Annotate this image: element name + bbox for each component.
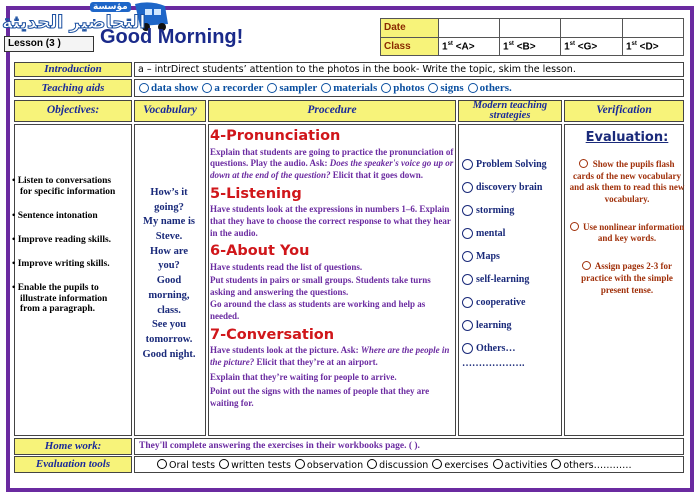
- introduction-label: Introduction: [14, 62, 132, 77]
- radio-circle-icon: [462, 320, 473, 331]
- eval-option[interactable]: written tests: [219, 459, 291, 471]
- class-cell: 1st <D>: [622, 37, 683, 56]
- evaluation-title: Evaluation:: [585, 130, 669, 145]
- list-item: • Improve writing skills.: [12, 258, 110, 269]
- strategy-option[interactable]: learning: [462, 319, 562, 332]
- procedure-content: [210, 128, 454, 414]
- date-cell[interactable]: [439, 19, 500, 38]
- verification-content: [568, 128, 686, 312]
- radio-circle-icon: [367, 459, 377, 469]
- date-cell[interactable]: [622, 19, 683, 38]
- radio-circle-icon: [157, 459, 167, 469]
- section-heading: 5-Listening: [210, 185, 302, 202]
- eval-option[interactable]: exercises: [432, 459, 488, 471]
- verification-item[interactable]: Assign pages 2-3 for practice with the simple present tense.: [581, 261, 673, 295]
- teaching-aids-label: Teaching aids: [14, 79, 132, 97]
- eval-option[interactable]: discussion: [367, 459, 428, 471]
- radio-circle-icon: [462, 274, 473, 285]
- radio-circle-icon: [321, 83, 331, 93]
- date-class-table: [380, 18, 684, 56]
- aid-option[interactable]: data show: [139, 82, 198, 94]
- date-label: Date: [381, 19, 439, 38]
- radio-circle-icon: [582, 261, 591, 270]
- list-item: • Improve reading skills.: [12, 234, 112, 245]
- section-text: Have students look at the picture. Ask: Where are the people in the picture? Elicit that they’re at an airport.: [210, 345, 450, 367]
- section-text: Explain that students are going to practice the pronunciation of questions. Play the audio. Ask: Does the speaker's voice go up or down at the end of the question? Elicit that it goes down.: [210, 146, 454, 181]
- verification-header: Verification: [564, 100, 684, 122]
- aid-option[interactable]: signs: [428, 82, 463, 94]
- strategy-option[interactable]: storming: [462, 204, 562, 217]
- strategy-option[interactable]: Maps: [462, 250, 562, 263]
- strategy-option[interactable]: Others…: [462, 342, 562, 355]
- section-text: Have students read the list of questions.: [210, 262, 363, 273]
- radio-circle-icon: [462, 343, 473, 354]
- radio-circle-icon: [579, 159, 588, 168]
- radio-circle-icon: [570, 222, 579, 231]
- radio-circle-icon: [462, 251, 473, 262]
- eval-option[interactable]: observation: [295, 459, 363, 471]
- procedure-header: Procedure: [208, 100, 456, 122]
- date-cell[interactable]: [561, 19, 623, 38]
- radio-circle-icon: [551, 459, 561, 469]
- verification-item[interactable]: Use nonlinear information and key words.: [568, 222, 686, 245]
- radio-circle-icon: [462, 159, 473, 170]
- section-text: Put students in pairs or small groups. Students take turns asking and answering the questions.: [210, 274, 431, 297]
- aid-option[interactable]: a recorder: [202, 82, 263, 94]
- evaluation-tools-options: [134, 456, 684, 473]
- radio-circle-icon: [462, 297, 473, 308]
- radio-circle-icon: [202, 83, 212, 93]
- radio-circle-icon: [462, 182, 473, 193]
- list-item: • Sentence intonation: [12, 210, 98, 221]
- eval-option[interactable]: Oral tests: [157, 459, 215, 471]
- aid-option[interactable]: photos: [381, 82, 424, 94]
- section-heading: 6-About You: [210, 243, 310, 260]
- radio-circle-icon: [295, 459, 305, 469]
- radio-circle-icon: [267, 83, 277, 93]
- vocabulary-list: How’s it going? My name is Steve. How are you? Good morning, class. See you tomorrow. Good night.: [142, 187, 196, 360]
- section-heading: 4-Pronunciation: [210, 128, 341, 144]
- radio-circle-icon: [462, 205, 473, 216]
- radio-circle-icon: [428, 83, 438, 93]
- objectives-header: Objectives:: [14, 100, 132, 122]
- strategies-header: Modern teaching strategies: [458, 100, 562, 122]
- logo-title: التحاضير الحديثة: [2, 12, 146, 33]
- eval-option[interactable]: others…………: [551, 459, 631, 471]
- radio-circle-icon: [468, 83, 478, 93]
- teaching-aids-options: [134, 79, 684, 97]
- aid-option[interactable]: materials: [321, 82, 377, 94]
- logo-subtitle: مؤسسة: [90, 2, 131, 12]
- radio-circle-icon: [462, 228, 473, 239]
- list-item: • Enable the pupils to illustrate information from a paragraph.: [12, 282, 108, 315]
- section-text: Point out the signs with the names of people that they are waiting for.: [210, 386, 430, 408]
- class-cell: 1st <B>: [500, 37, 561, 56]
- homework-text: They'll complete answering the exercises in their workbooks page. ( ).: [134, 438, 684, 455]
- strategy-option[interactable]: Problem Solving: [462, 158, 562, 171]
- radio-circle-icon: [139, 83, 149, 93]
- strategies-list: [462, 158, 562, 380]
- strategy-blank: ……………….: [462, 358, 525, 369]
- strategy-option[interactable]: discovery brain: [462, 181, 562, 194]
- section-text: Explain that they’re waiting for people to arrive.: [210, 371, 397, 382]
- radio-circle-icon: [432, 459, 442, 469]
- evaluation-tools-label: Evaluation tools: [14, 456, 132, 473]
- class-cell: 1st <A>: [439, 37, 500, 56]
- class-label: Class: [381, 37, 439, 56]
- date-cell[interactable]: [500, 19, 561, 38]
- section-text: Have students look at the expressions in numbers 1–6. Explain that they have to choose the correct response to what they hear in the audio.: [210, 204, 451, 238]
- radio-circle-icon: [219, 459, 229, 469]
- aid-option[interactable]: others.: [468, 82, 512, 94]
- vocabulary-header: Vocabulary: [134, 100, 206, 122]
- strategy-option[interactable]: cooperative: [462, 296, 562, 309]
- lesson-number: Lesson (3 ): [4, 36, 94, 52]
- homework-label: Home work:: [14, 438, 132, 455]
- objectives-list: [12, 176, 124, 328]
- aid-option[interactable]: sampler: [267, 82, 317, 94]
- radio-circle-icon: [493, 459, 503, 469]
- lesson-title: Good Morning!: [100, 26, 244, 48]
- list-item: • Listen to conversations for specific information: [12, 176, 116, 197]
- section-heading: 7-Conversation: [210, 326, 335, 343]
- strategy-option[interactable]: mental: [462, 227, 562, 240]
- class-cell: 1st <G>: [561, 37, 623, 56]
- radio-circle-icon: [381, 83, 391, 93]
- verification-item[interactable]: Show the pupils flash cards of the new vocabulary and ask them to read this new vocabulary.: [569, 159, 685, 205]
- eval-option[interactable]: activities: [493, 459, 548, 471]
- section-text: Go around the class as students are working and help as needed.: [210, 299, 426, 321]
- introduction-text: a – intrDirect students’ attention to the photos in the book- Write the topic, skim the lesson.: [134, 62, 684, 77]
- strategy-option[interactable]: self-learning: [462, 273, 562, 286]
